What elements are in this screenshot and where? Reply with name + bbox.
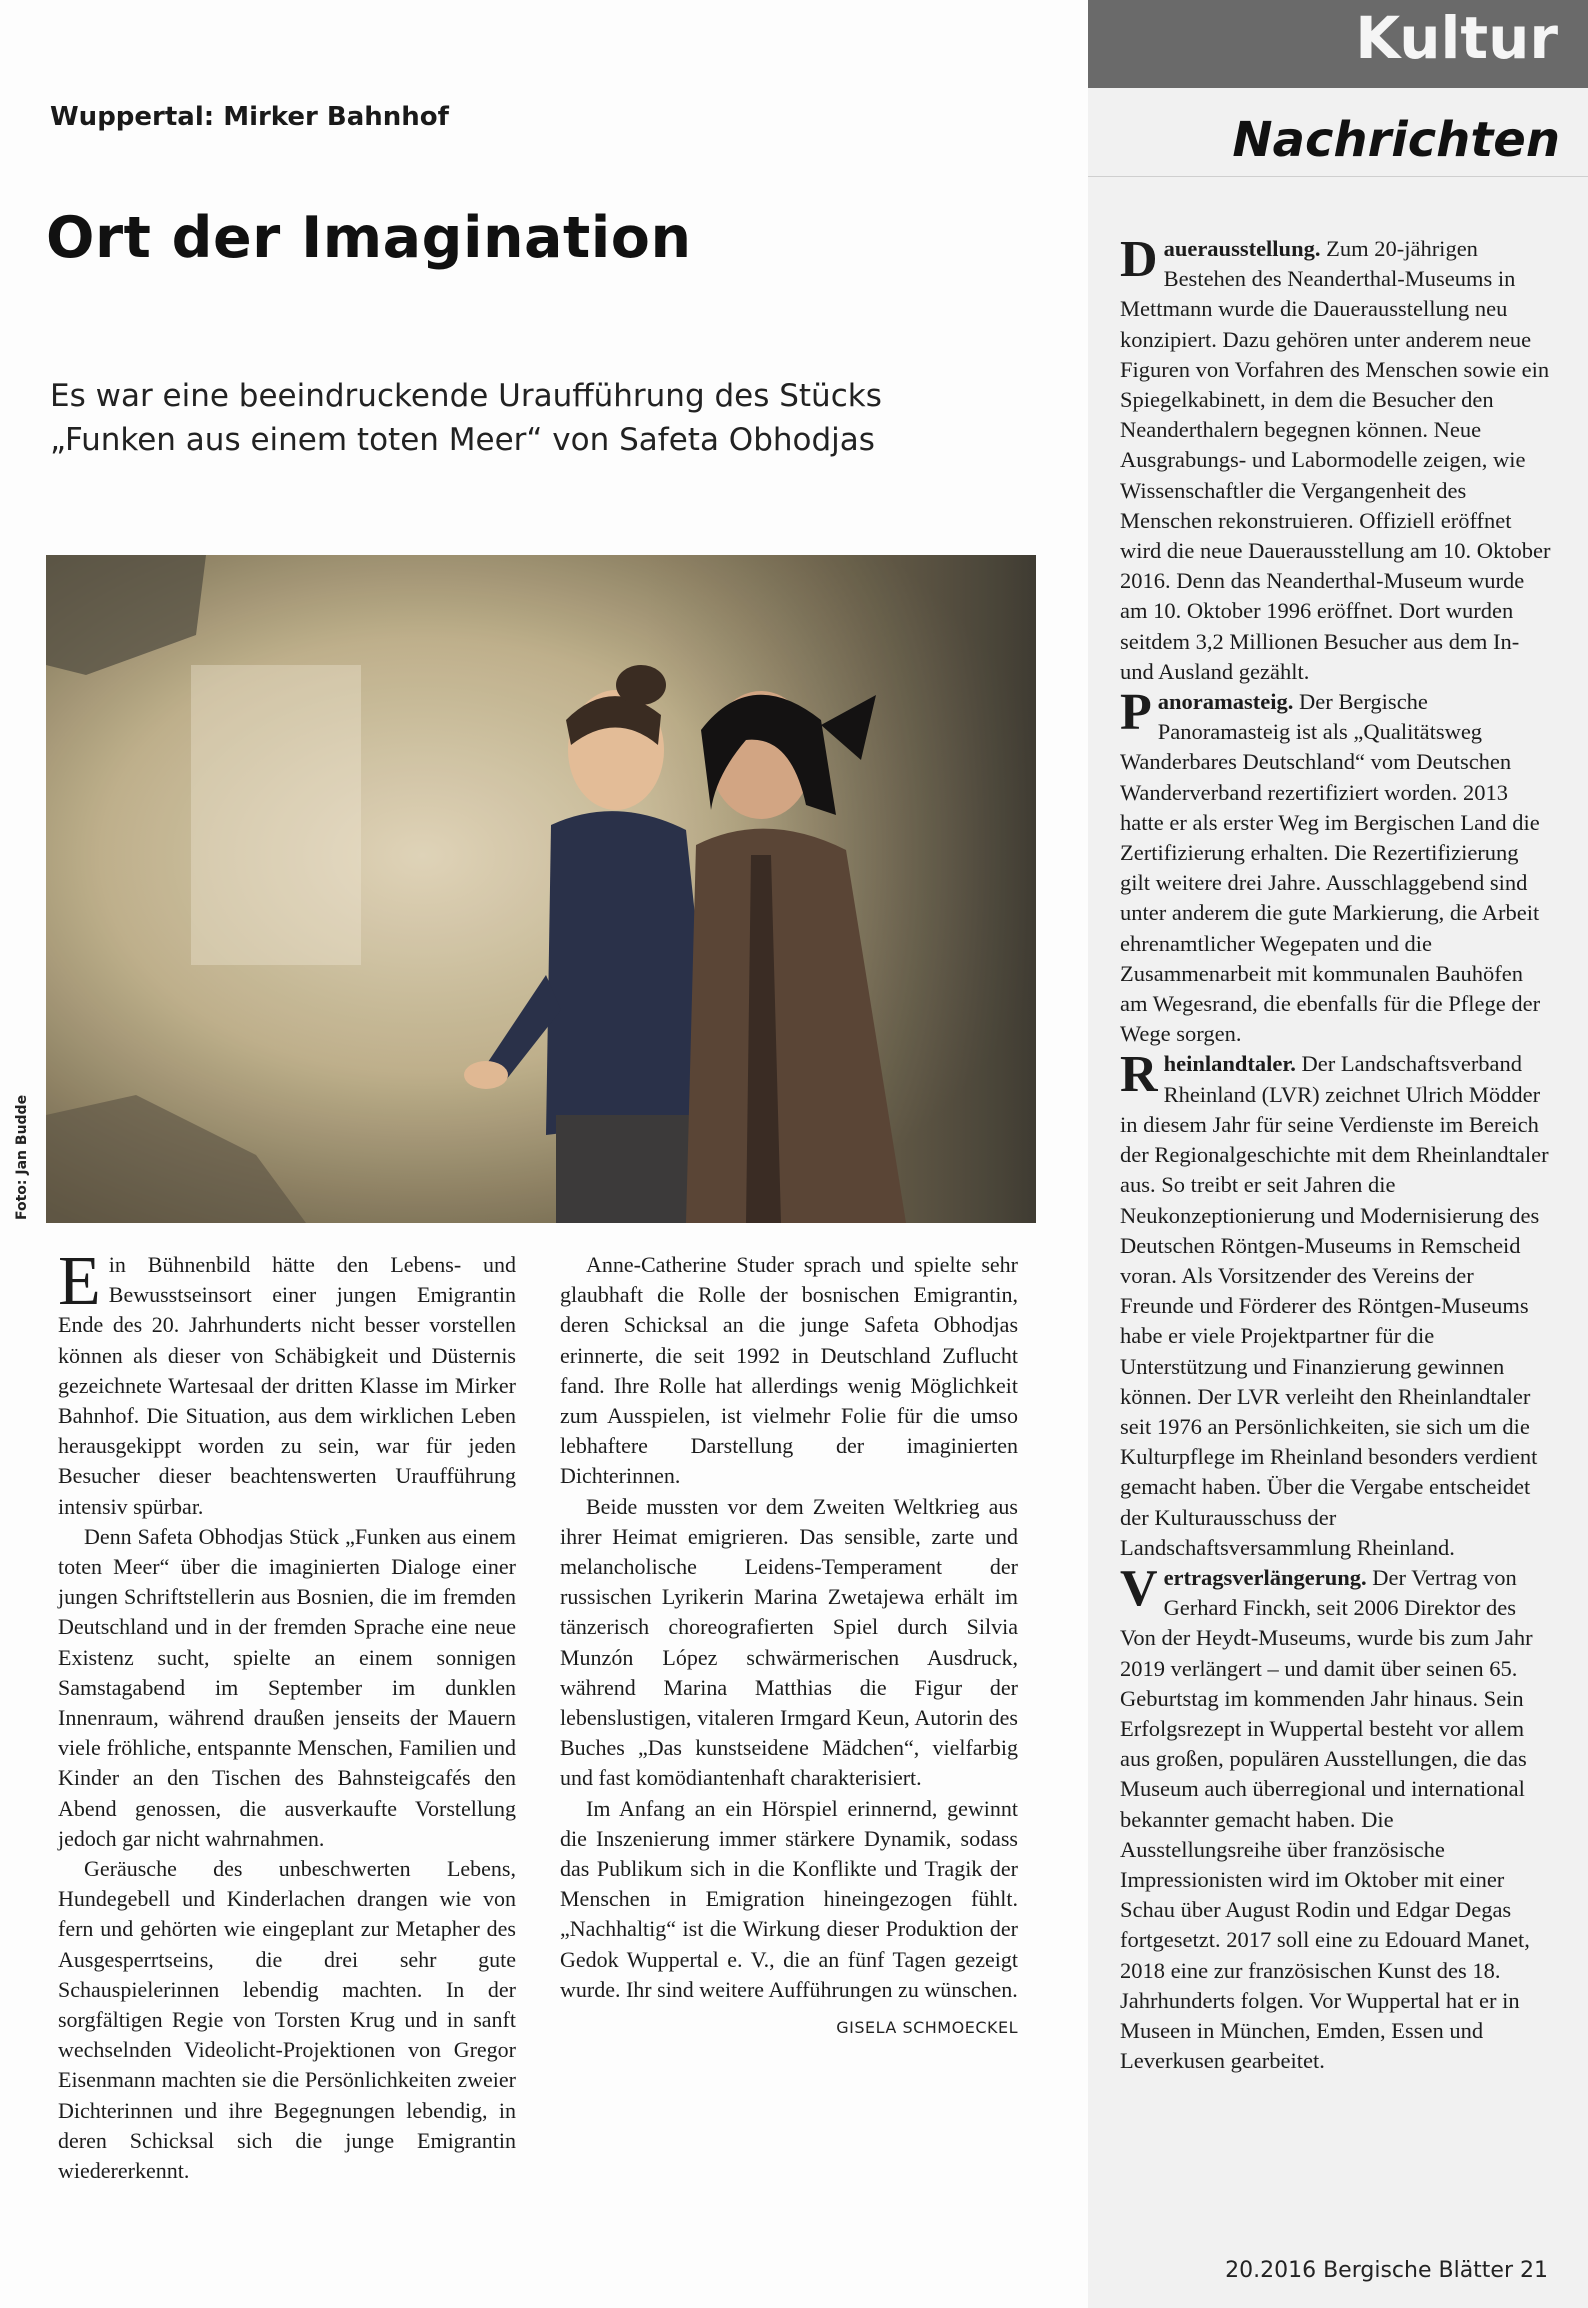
sidebar-divider	[1088, 176, 1588, 177]
article-paragraph: Beide mussten vor dem Zweiten Weltkrieg aus ihrer Heimat emigrieren. Das sensible, zarte und melancholische Leidens-Temperament der russischen Lyrikerin Marina Zwetajewa erhält im tänzerisch choreografierten Spiel durch Silvia Munzón López schwärmerischen Ausdruck, während Marina Matthias die Figur der lebenslustigen, vitaleren Irmgard Keun, Autorin des Buches „Das kunstseidene Mädchen“, vielfarbig und fast komödiantenhaft charakterisiert.	[560, 1493, 1018, 1791]
news-item-vertragsverlaengerung	[1120, 1559, 1552, 2076]
news-text: Der Vertrag von Gerhard Finckh, seit 2006 Direktor des Von der Heydt-Museums, wurde bis zum Jahr 2019 verlängert – und damit über seinen 65. Geburtstag im kommenden Jahr hinaus. Sein Erfolgsrezept in Wuppertal besteht vor allem aus großen, populären Ausstellungen, die das Museum auch überregional und international bekannter gemacht haben. Die Ausstellungsreihe über französische Impressionisten wird im Oktober mit einer Schau über August Rodin und Edgar Degas fortgesetzt. 2017 soll eine zu Edouard Manet, 2018 eine zur französischen Kunst des 18. Jahrhunderts folgen. Vor Wuppertal hat er in Museen in München, Emden, Essen und Leverkusen gearbeitet.	[1120, 1564, 1533, 2074]
section-bar	[1088, 0, 1588, 88]
page-footer: 20.2016 Bergische Blätter 21	[1225, 2258, 1548, 2283]
news-item-rheinlandtaler	[1120, 1046, 1552, 1562]
news-lead: anoramasteig.	[1157, 689, 1294, 715]
article-paragraph: Ein Bühnenbild hätte den Lebens- und Bewusstseinsort einer jungen Emigrantin Ende des 20. Jahrhunderts nicht besser vorstellen können als dieser von Schäbigkeit und Düsternis gezeichnete Wartesaal der dritten Klasse im Mirker Bahnhof. Die Situation, aus dem wirklichen Leben herausgekippt worden zu sein, war für jeden Besucher dieser beachtenswerten Uraufführung intensiv spürbar.	[58, 1243, 516, 1519]
article-paragraph: Geräusche des unbeschwerten Lebens, Hundegebell und Kinderlachen drangen wie von fern und gehörten wie eingeplant zur Metapher des Ausgesperrtseins, die drei sehr gute Schauspielerinnen lebendig machten. In der sorgfältigen Regie von Torsten Krug und in sanft wechselnden Videolicht-Projektionen von Gregor Eisenmann machten sie die Persönlichkeiten zweier Dichterinnen und ihre Begegnungen lebendig, in deren Schicksal sich die junge Emigrantin wiedererkennt.	[58, 1856, 516, 2184]
sidebar-title: Nachrichten	[1232, 112, 1560, 168]
teaser: Es war eine beeindruckende Uraufführung des Stücks „Funken aus einem toten Meer“ von Safeta Obhodjas	[50, 378, 882, 458]
news-initial: D	[1120, 231, 1158, 288]
headline: Ort der Imagination	[46, 205, 692, 271]
news-lead: auerausstellung.	[1163, 236, 1321, 261]
kicker: Wuppertal: Mirker Bahnhof	[50, 102, 449, 132]
news-item-panoramasteig	[1120, 684, 1552, 1049]
author-byline: GISELA SCHMOECKEL	[836, 2018, 1018, 2038]
news-lead: heinlandtaler.	[1163, 1051, 1296, 1077]
section-label: Kultur	[1355, 4, 1558, 72]
news-text: Zum 20-jährigen Bestehen des Neanderthal-Museums in Mettmann wurde die Dauerausstellung neu konzipiert. Dazu gehören unter anderem neue Figuren von Vorfahren des Menschen sowie ein Spiegelkabinett, in dem die Besucher den Neanderthalern begegnen können. Neue Ausgrabungs- und Labormodelle zeigen, wie Wissenschaftler die Vergangenheit des Menschen rekonstruieren. Offiziell eröffnet wird die neue Dauerausstellung am 10. Oktober 2016. Denn das Neanderthal-Museum wurde am 10. Oktober 1996 eröffnet. Dort wurden seitdem 3,2 Millionen Besucher aus dem In- und Ausland gezählt.	[1120, 236, 1551, 684]
article-column-2	[560, 1250, 1018, 2043]
article-photo	[46, 555, 1036, 1223]
news-lead: ertragsverlängerung.	[1163, 1564, 1367, 1590]
news-text: Der Landschaftsverband Rheinland (LVR) zeichnet Ulrich Mödder in diesem Jahr für seine Verdienste im Bereich der Regionalgeschichte mit dem Rheinlandtaler aus. So treibt er seit Jahren die Neukonzeptionierung und Modernisierung des Deutschen Röntgen-Museums in Remscheid voran. Als Vorsitzender des Vereins der Freunde und Förderer des Röntgen-Museums habe er viele Projektpartner für die Unterstützung und Finanzierung gewinnen können. Der LVR verleiht den Rheinlandtaler seit 1976 an Persönlichkeiten, sie sich um die Kulturpflege im Rheinland besonders verdient gemacht haben. Über die Vergabe entscheidet der Kulturausschuss der Landschaftsversammlung Rheinland.	[1120, 1051, 1549, 1560]
article-paragraph: Denn Safeta Obhodjas Stück „Funken aus einem toten Meer“ über die imaginierten Dialoge einer jungen Schriftstellerin aus Bosnien, die im fremden Deutschland und in der fremden Sprache eine neue Existenz sucht, spielte an einem sonnigen Samstagabend im September im dunklen Innenraum, während draußen jenseits der Mauern viele fröhliche, entspannte Menschen, Familien und Kinder an den Tischen des Bahnsteigcafés den Abend genossen, die ausverkaufte Vorstellung jedoch gar nicht wahrnahmen.	[58, 1523, 516, 1851]
article-paragraph: Im Anfang an ein Hörspiel erinnernd, gewinnt die Inszenierung immer stärkere Dynamik, sodass das Publikum sich in die Konflikte und Tragik der Menschen in Emigration hineingezogen fühlt. „Nachhaltig“ ist die Wirkung dieser Produktion der Gedok Wuppertal e. V., die an fünf Tagen gezeigt wurde. Ihr sind weitere Aufführungen zu wünschen.	[560, 1795, 1018, 2002]
news-item-dauerausstellung	[1120, 231, 1552, 687]
news-column	[1120, 231, 1552, 2076]
news-text: Der Bergische Panoramasteig ist als „Qualitätsweg Wanderbares Deutschland“ vom Deutschen Wanderverband rezertifiziert worden. 2013 hatte er als erster Weg im Bergischen Land die Zertifizierung erhalten. Die Rezertifizierung gilt weitere drei Jahre. Ausschlaggebend sind unter anderem die gute Markierung, die Arbeit ehrenamtlicher Wegepaten und die Zusammenarbeit mit kommunalen Bauhöfen am Wegesrand, die ebenfalls für die Pflege der Wege sorgen.	[1120, 689, 1541, 1047]
photo-credit: Foto: Jan Budde	[14, 1094, 30, 1220]
news-initial: P	[1120, 684, 1152, 742]
article-column-1	[58, 1243, 516, 2186]
article-paragraph: Anne-Catherine Studer sprach und spielte sehr glaubhaft die Rolle der bosnischen Emigrantin, deren Schicksal an die junge Safeta Obhodjas erinnerte, die seit 1992 in Deutschland Zuflucht fand. Ihre Rolle hat allerdings wenig Möglichkeit zum Ausspielen, ist vielmehr Folie für die umso lebhaftere Darstellung der imaginierten Dichterinnen.	[560, 1252, 1018, 1489]
news-initial: V	[1120, 1559, 1158, 1617]
news-initial: R	[1120, 1046, 1158, 1104]
drop-cap: E	[58, 1243, 101, 1320]
